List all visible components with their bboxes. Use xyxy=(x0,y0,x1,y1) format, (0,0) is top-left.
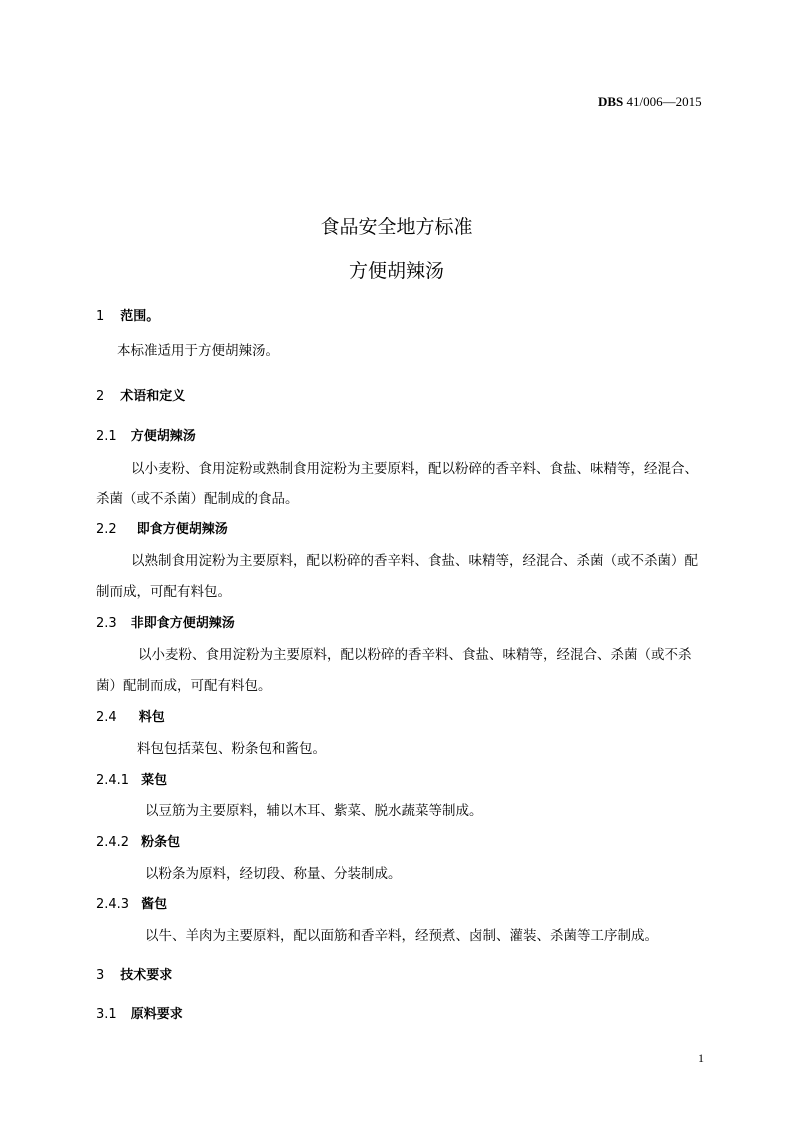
document-title: 食品安全地方标准 xyxy=(320,216,473,238)
paragraph-line: 以熟制食用淀粉为主要原料，配以粉碎的香辛料、食盐、味精等，经混合、杀菌（或不杀菌）配 xyxy=(131,553,698,569)
section-heading: 2 术语和定义 xyxy=(96,389,186,404)
page-number: 1 xyxy=(698,1051,704,1065)
paragraph-line: 菌）配制而成，可配有料包。 xyxy=(96,678,272,694)
section-heading: 3.1 原料要求 xyxy=(96,1007,183,1022)
paragraph-line: 以小麦粉、食用淀粉为主要原料，配以粉碎的香辛料、食盐、味精等，经混合、杀菌（或不杀 xyxy=(138,647,692,663)
section-heading: 2.4.2 粉条包 xyxy=(96,835,181,850)
paragraph-line: 以小麦粉、食用淀粉或熟制食用淀粉为主要原料，配以粉碎的香辛料、食盐、味精等，经混合、 xyxy=(131,461,698,477)
document-subtitle: 方便胡辣汤 xyxy=(348,260,444,282)
section-heading: 2.4.1 菜包 xyxy=(96,773,168,788)
paragraph-line: 制而成，可配有料包。 xyxy=(96,584,231,600)
paragraph: 本标准适用于方便胡辣汤。 xyxy=(117,343,279,359)
section-heading: 2.2 即食方便胡辣汤 xyxy=(96,522,228,537)
section-heading: 1 范围。 xyxy=(96,309,160,324)
section-heading: 2.3 非即食方便胡辣汤 xyxy=(96,616,235,631)
paragraph: 以牛、羊肉为主要原料，配以面筋和香辛料，经预煮、卤制、灌装、杀菌等工序制成。 xyxy=(145,928,658,944)
section-heading: 2.1 方便胡辣汤 xyxy=(96,429,196,444)
document-code: DBS 41/006—2015 xyxy=(598,94,702,109)
section-heading: 2.4.3 酱包 xyxy=(96,897,168,912)
paragraph: 料包包括菜包、粉条包和酱包。 xyxy=(137,741,326,757)
section-heading: 3 技术要求 xyxy=(96,968,173,983)
paragraph: 以豆筋为主要原料，辅以木耳、紫菜、脱水蔬菜等制成。 xyxy=(145,803,483,819)
paragraph-line: 杀菌（或不杀菌）配制成的食品。 xyxy=(96,491,299,507)
paragraph: 以粉条为原料，经切段、称量、分装制成。 xyxy=(145,866,402,882)
section-heading: 2.4 料包 xyxy=(96,710,165,725)
